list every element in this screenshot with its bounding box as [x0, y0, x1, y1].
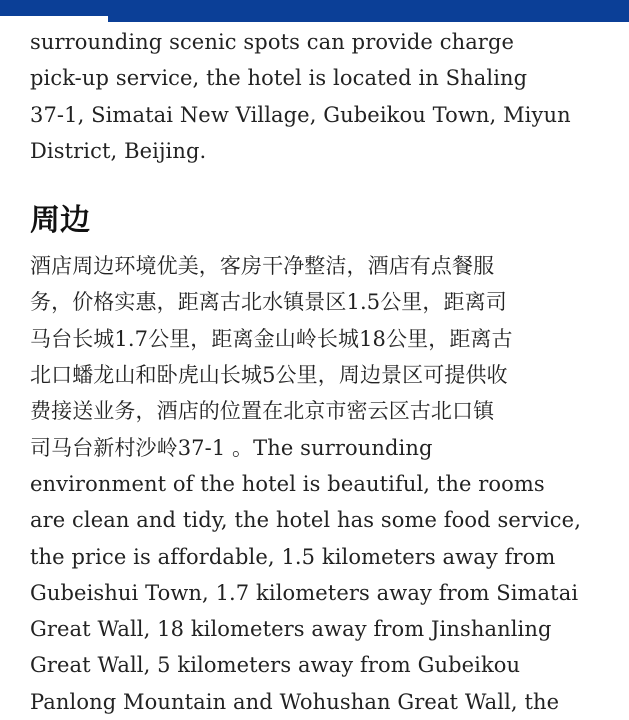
intro-paragraph: surrounding scenic spots can provide charge pick-up service, the hotel is located in Shaling 37-1, Simatai New Village, Gubeikou Town, Miyun District, Beijing.	[30, 30, 571, 163]
section-paragraph: 酒店周边环境优美，客房干净整洁，酒店有点餐服 务，价格实惠，距离古北水镇景区1.5公里，距离司 马台长城1.7公里，距离金山岭长城18公里，距离古 北口蟠龙山和卧虎山长城5公里，周边景区可提供收 费接送业务，酒店的位置在北京市密云区古北口镇 司马台新村沙岭37-1 。The surrounding environment of the hotel is beautiful, the rooms are clean and tidy, the hotel has some food service, the price is affordable, 1.5 kilometers away from Gubeishui Town, 1.7 kilometers away from Simatai Great Wall, 18 kilometers away from Jinshanling Great Wall, 5 kilometers away from Gubeikou Panlong Mountain and Wohushan Great Wall, the	[30, 254, 581, 714]
header-bar-notch	[0, 16, 108, 22]
section-heading: 周边	[30, 203, 90, 239]
article-content	[30, 24, 622, 720]
